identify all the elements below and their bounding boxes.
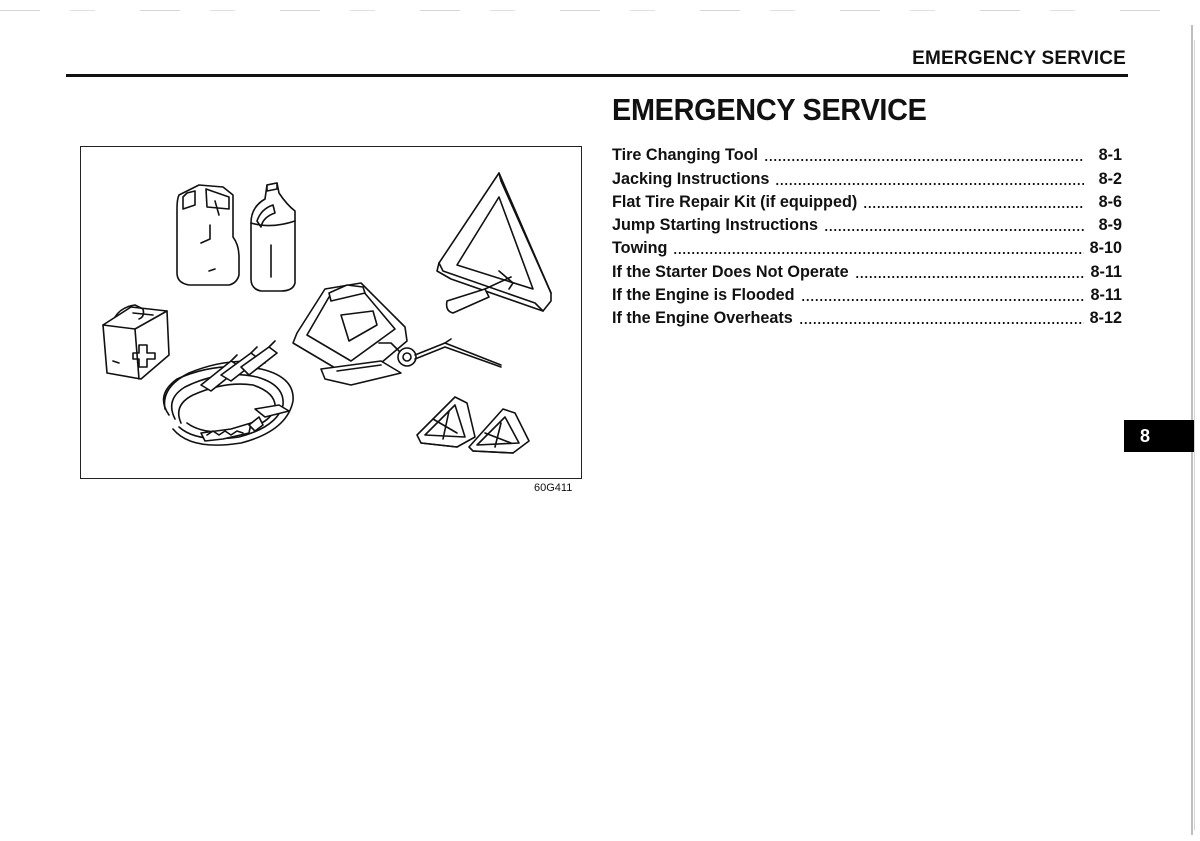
toc-entry-label: If the Starter Does Not Operate	[612, 262, 849, 281]
dot-leader	[801, 288, 1084, 302]
toc-entry[interactable]	[612, 189, 1122, 212]
toc-entry[interactable]	[612, 165, 1122, 188]
chapter-tab: 8	[1124, 420, 1194, 452]
dot-leader	[764, 148, 1084, 162]
jug-icon	[177, 185, 239, 285]
jug-icon	[251, 183, 295, 291]
jumper-cables-icon	[164, 341, 294, 445]
toc-entry-page: 8-12	[1089, 309, 1122, 328]
toc-entry-label: Jump Starting Instructions	[612, 216, 818, 235]
toc-entry-page: 8-11	[1090, 262, 1122, 281]
toc-entry[interactable]	[612, 305, 1122, 328]
warning-triangle-icon	[437, 173, 551, 313]
dot-leader	[863, 195, 1084, 209]
dot-leader	[824, 218, 1084, 232]
toc-entry-page: 8-1	[1098, 146, 1122, 165]
toc-entry[interactable]	[612, 258, 1122, 281]
toc-entry-label: Jacking Instructions	[612, 169, 770, 188]
toc-entry[interactable]	[612, 212, 1122, 235]
toc-entry-page: 8-6	[1098, 192, 1122, 211]
emergency-equipment-figure	[80, 146, 582, 479]
toc-entry-label: Towing	[612, 239, 668, 258]
page-title: EMERGENCY SERVICE	[612, 92, 927, 127]
dot-leader	[799, 311, 1084, 325]
dot-leader	[673, 241, 1084, 255]
toc-entry-label: If the Engine Overheats	[612, 309, 793, 328]
toc-entry-page: 8-2	[1098, 169, 1122, 188]
wheel-chocks-icon	[417, 397, 529, 453]
toc-entry-page: 8-9	[1098, 216, 1122, 235]
running-header: EMERGENCY SERVICE	[912, 48, 1126, 69]
table-of-contents	[612, 142, 1122, 328]
toc-entry-page: 8-10	[1089, 239, 1122, 258]
toc-entry[interactable]	[612, 235, 1122, 258]
dot-leader	[855, 265, 1084, 279]
dot-leader	[775, 172, 1084, 186]
toc-entry-label: If the Engine is Flooded	[612, 286, 795, 305]
toc-entry[interactable]	[612, 142, 1122, 165]
jack-handle-icon	[398, 339, 501, 367]
scan-artifact-line	[0, 10, 1190, 11]
toc-entry-label: Tire Changing Tool	[612, 146, 758, 165]
scissor-jack-icon	[293, 283, 407, 385]
toc-entry-label: Flat Tire Repair Kit (if equipped)	[612, 192, 858, 211]
toc-entry-page: 8-11	[1090, 286, 1122, 305]
first-aid-kit-icon	[103, 305, 169, 379]
header-rule	[66, 74, 1128, 77]
figure-code: 60G411	[534, 482, 573, 494]
toc-entry[interactable]	[612, 282, 1122, 305]
page-edge-shadow	[1194, 40, 1195, 830]
